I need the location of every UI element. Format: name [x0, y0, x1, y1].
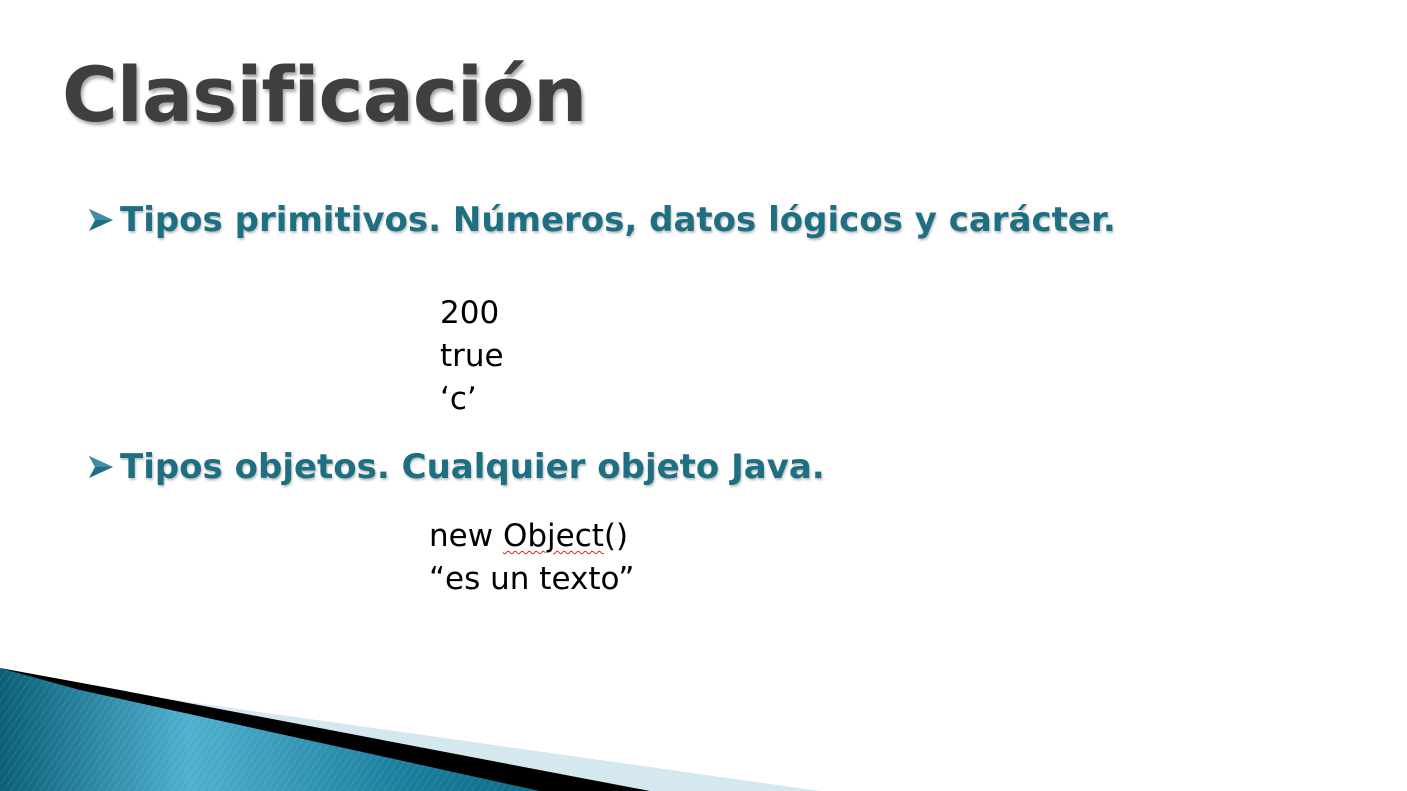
black-stripe — [0, 668, 650, 791]
object-examples — [429, 515, 634, 601]
blue-band-texture — [0, 668, 540, 791]
right-arrowhead-icon — [86, 205, 116, 235]
blue-band — [0, 668, 540, 791]
pale-stripe — [0, 668, 820, 791]
bullet-object-types-text: Tipos objetos. Cualquier objeto Java. — [120, 447, 825, 487]
primitive-examples — [440, 292, 504, 421]
example-string: “es un texto” — [429, 561, 635, 597]
example-new-object — [429, 515, 634, 558]
bullet-primitive-types — [86, 200, 1116, 240]
bullet-object-types — [86, 447, 825, 487]
right-arrowhead-icon — [86, 452, 116, 482]
example-new-keyword: new — [429, 518, 503, 554]
slide-title: Clasificación — [62, 50, 587, 139]
example-parens: () — [603, 518, 629, 554]
example-char: ‘c’ — [440, 381, 477, 417]
example-boolean: true — [440, 338, 504, 374]
example-number: 200 — [440, 295, 500, 331]
example-object-classname: Object — [502, 518, 604, 554]
bullet-primitive-types-text: Tipos primitivos. Números, datos lógicos y carácter. — [120, 200, 1116, 240]
